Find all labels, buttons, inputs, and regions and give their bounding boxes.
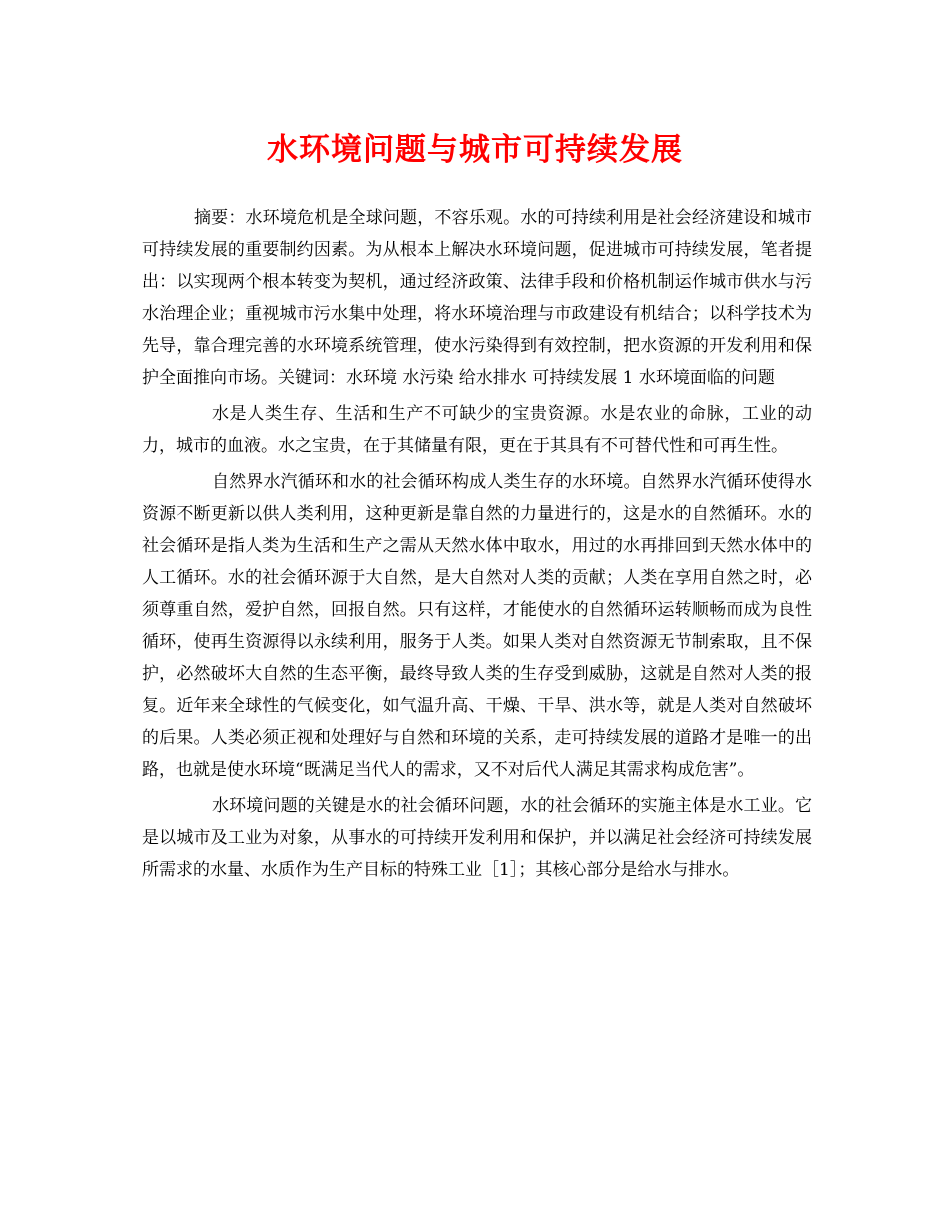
body-paragraph-1: 水是人类生存、生活和生产不可缺少的宝贵资源。水是农业的命脉，工业的动力，城市的血液。水之宝贵，在于其储量有限，更在于其具有不可替代性和可再生性。 bbox=[142, 404, 812, 456]
abstract-paragraph: 摘要：水环境危机是全球问题，不容乐观。水的可持续利用是社会经济建设和城市可持续发展的重要制约因素。为从根本上解决水环境问题，促进城市可持续发展，笔者提出：以实现两个根本转变为契机，通过经济政策、法律手段和价格机制运作城市供水与污水治理企业；重视城市污水集中处理，将水环境治理与市政建设有机结合；以科学技术为先导，靠合理完善的水环境系统管理，使水污染得到有效控制，把水资源的开发利用和保护全面推向市场。关键词：水环境 水污染 给水排水 可持续发展 1 水环境面临的问题 bbox=[142, 208, 812, 388]
body-paragraph-3: 水环境问题的关键是水的社会循环问题，水的社会循环的实施主体是水工业。它是以城市及工业为对象，从事水的可持续开发利用和保护，并以满足社会经济可持续发展所需求的水量、水质作为生产目标的特殊工业［1］；其核心部分是给水与排水。 bbox=[142, 796, 812, 880]
document-title: 水环境问题与城市可持续发展 bbox=[267, 132, 683, 168]
body-paragraph-2: 自然界水汽循环和水的社会循环构成人类生存的水环境。自然界水汽循环使得水资源不断更新以供人类利用，这种更新是靠自然的力量进行的，这是水的自然循环。水的社会循环是指人类为生活和生产之需从天然水体中取水，用过的水再排回到天然水体中的人工循环。水的社会循环源于大自然，是大自然对人类的贡献；人类在享用自然之时，必须尊重自然，爱护自然，回报自然。只有这样，才能使水的自然循环运转顺畅而成为良性循环，使再生资源得以永续利用，服务于人类。如果人类对自然资源无节制索取，且不保护，必然破坏大自然的生态平衡，最终导致人类的生存受到威胁，这就是自然对人类的报复。近年来全球性的气候变化，如气温升高、干燥、干旱、洪水等，就是人类对自然破坏的后果。人类必须正视和处理好与自然和环境的关系，走可持续发展的道路才是唯一的出路，也就是使水环境“既满足当代人的需求，又不对后代人满足其需求构成危害”。 bbox=[142, 472, 812, 780]
document-body bbox=[142, 202, 812, 886]
